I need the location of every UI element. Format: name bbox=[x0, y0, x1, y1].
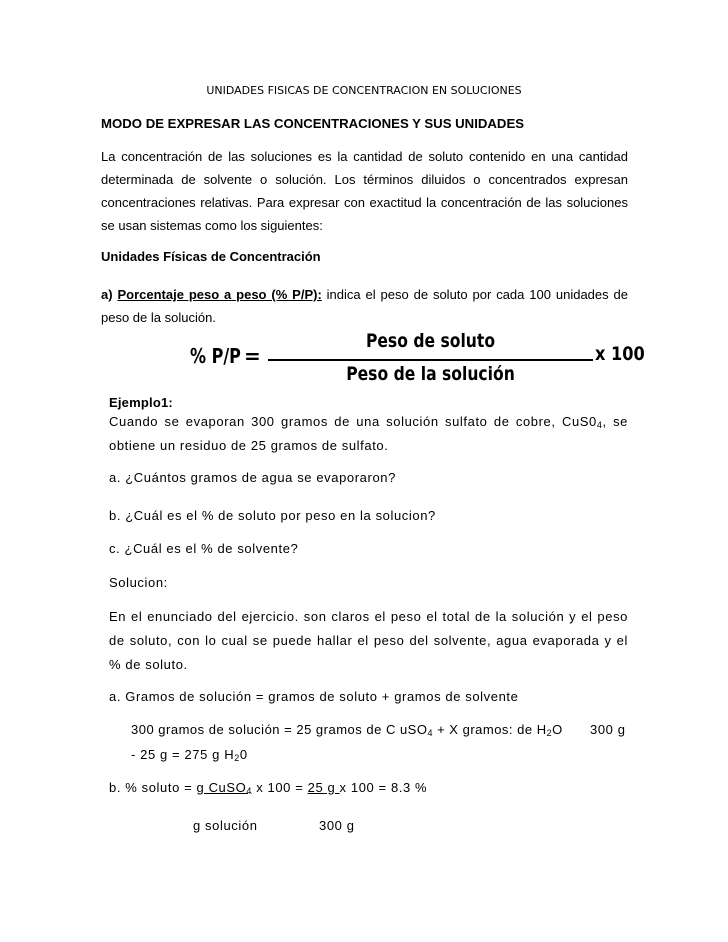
step-b-prefix: b. % soluto = bbox=[109, 780, 197, 795]
formula-multiplier: x 100 bbox=[595, 343, 645, 365]
question-b: b. ¿Cuál es el % de soluto por peso en la solucion? bbox=[109, 508, 436, 523]
statement-text-a: Cuando se evaporan 300 gramos de una solución sulfato de cobre, CuS0 bbox=[109, 414, 597, 429]
eq2-text-b: 0 bbox=[239, 747, 248, 762]
eq1-subscript-2: 2 bbox=[546, 728, 553, 738]
step-a: a. Gramos de solución = gramos de soluto + gramos de solvente bbox=[109, 689, 519, 704]
step-b-num1-text: g CuSO bbox=[196, 780, 247, 795]
definition-term: Porcentaje peso a peso (% P/P): bbox=[117, 287, 322, 302]
equation-line-2 bbox=[131, 747, 248, 762]
definition-label: a) bbox=[101, 287, 113, 302]
eq1-subscript-1: 4 bbox=[427, 728, 433, 738]
eq1-text-a: 300 gramos de solución = 25 gramos de C uSO bbox=[131, 722, 428, 737]
formula-numerator: Peso de soluto bbox=[365, 330, 496, 352]
definition-paragraph bbox=[101, 283, 628, 329]
definition-text: indica el peso de soluto por cada 100 unidades de peso de la solución. bbox=[101, 287, 628, 325]
eq1-text-c: O bbox=[552, 722, 563, 737]
formula-equals: = bbox=[244, 344, 261, 368]
example-title: Ejemplo1: bbox=[109, 395, 173, 410]
step-b-numerator-1 bbox=[197, 780, 252, 795]
denominator-1: g solución bbox=[193, 818, 258, 833]
step-b-mid: x 100 = bbox=[251, 780, 308, 795]
main-heading: MODO DE EXPRESAR LAS CONCENTRACIONES Y SUS UNIDADES bbox=[101, 116, 525, 131]
solution-text: En el enunciado del ejercicio. son claros el peso el total de la solución y el peso de soluto, con lo cual se puede hallar el peso del solvente, agua evaporada y el % de soluto. bbox=[109, 609, 628, 672]
units-heading: Unidades Físicas de Concentración bbox=[101, 249, 321, 264]
eq1-text-b: + X gramos: de H bbox=[432, 722, 547, 737]
formula-denominator: Peso de la solución bbox=[346, 363, 515, 385]
step-b bbox=[109, 780, 427, 795]
denominator-2: 300 g bbox=[319, 818, 355, 833]
question-c: c. ¿Cuál es el % de solvente? bbox=[109, 541, 299, 556]
eq2-subscript: 2 bbox=[234, 753, 240, 763]
step-b-subscript: 4 bbox=[246, 786, 252, 796]
eq1-total: 300 g bbox=[590, 722, 626, 737]
intro-paragraph: La concentración de las soluciones es la cantidad de soluto contenido en una cantidad determinada de solvente o solución. Los términos diluidos o concentrados expresan concentraciones relativas. Para expresar con exactitud la concentración de las soluciones se usan sistemas como los siguientes: bbox=[101, 149, 628, 233]
equation-line-1 bbox=[131, 722, 563, 737]
fraction-bar bbox=[268, 359, 593, 361]
formula-lhs: % P/P bbox=[190, 344, 241, 368]
document-header-title: UNIDADES FISICAS DE CONCENTRACION EN SOLUCIONES bbox=[206, 84, 522, 97]
step-b-result: x 100 = 8.3 % bbox=[339, 780, 428, 795]
solution-label: Solucion: bbox=[109, 575, 168, 590]
eq2-text-a: - 25 g = 275 g H bbox=[131, 747, 235, 762]
statement-subscript: 4 bbox=[596, 420, 603, 430]
step-b-numerator-2: 25 g bbox=[307, 780, 340, 795]
statement-text-b: , se obtiene un residuo de 25 gramos de sulfato. bbox=[109, 414, 628, 453]
example-statement bbox=[109, 410, 628, 458]
question-a: a. ¿Cuántos gramos de agua se evaporaron? bbox=[109, 470, 396, 485]
